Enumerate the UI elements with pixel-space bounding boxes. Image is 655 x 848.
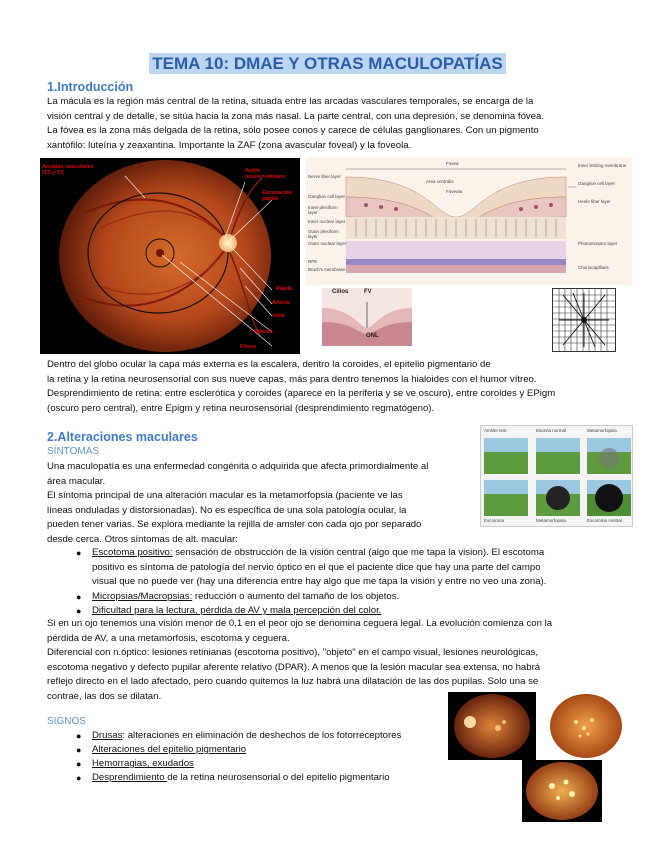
bullet-dificultad: Dificultad para la lectura, pérdida de AV y mala percepción del color. [92,605,382,616]
fundus-figure [40,158,300,354]
foveal-section-image: Cilios FV ONL [322,288,412,346]
maculopatia-paragraph: Una maculopatía es una enfermedad congénita o adquirida que afecta primordialmente al área macular. El síntoma principal de una alteración macular es la metamorfopsia (paciente ve las líneas onduladas y distorsionadas). No es específica de una sola patología ocular, la pueden tener varias. Se explora mediante la rejilla de amsler con cada ojo por separado desde cerca. Otros síntomas de alt. macular: [47,461,429,545]
fundus-image [40,158,300,354]
bullet-dot: ● [76,745,82,755]
amsler-grid-drawing [553,289,615,351]
bullet-dot: ● [76,759,82,769]
bullet-dot: ● [76,548,82,558]
histo-label-foveola: Foveola [446,189,463,194]
vision-simulation-panel: Amsler test Escena normal Metamorfopsia Escotoma Metamorfopsia Escotoma central [480,425,633,527]
bullet-micropsias: Micropsias/Macropsias: reducción o aumento del tamaño de los objetos. [92,591,400,602]
fundus-exudados-drawing [522,760,602,822]
retina-layers-diagram: Fovea Area centralis Foveola Nerve fiber layer Ganglion cell layer Inner plexiform layer Inner nuclear layer Outer plexiform layer Outer nuclear layer RPE Bruch's membrane Inner limiting membrane Ganglion cell layer Henle fiber layer Photoreceptor layer Choriocapillaris [306,157,632,285]
intro-paragraph: La mácula es la región más central de la retina, situada entre las arcadas vasculares temporales, se encarga de la visión central y de detalle, se sitúa hacia la zona más nasal. La parte central, con una depresión, se denomina fóvea. La fóvea es la zona más delgada de la retina, sólo posee conos y carece de células ganglionares. Con un pigmento xantófilo: luteína y zeaxantina. Importante la ZAF (zona avascular foveal) y la foveola. [47,96,545,151]
label-anillo: Anillo neurorretiniano [245,168,286,180]
signo-hemorragias: Hemorragias, exudados [92,758,194,769]
label-fovea: Fóvea [240,344,256,350]
histo-label-area: Area centralis [426,179,454,184]
histo-label-fovea: Fovea [446,161,459,166]
signo-drusas: Drusas: alteraciones en eliminación de deshechos de los fotorreceptores [92,730,402,741]
vision-simulation-drawing [481,426,633,527]
signo-epitelio: Alteraciones del epitelio pigmentario [92,744,247,755]
label-papila: Papila [276,286,293,292]
page-title: TEMA 10: DMAE Y OTRAS MACULOPATÍAS [0,54,655,74]
bullet-escotoma: Escotoma positivo: sensación de obstrucción de la visión central (algo que me tapa la vision). El escotoma positivo es síntoma de patología del nervio óptico en el que el paciente dice que hay una parte del campo visual que no puede ver (hay una diferencia entre hay algo que me tapa la visión y entre no veo una zona). [92,547,547,588]
fundus-drusas-image [448,692,536,760]
bullet-dot: ● [76,592,82,602]
signos-label: SIGNOS [47,716,86,727]
alteraciones-heading: 2.Alteraciones maculares [47,430,198,444]
label-arteria: Arteria [272,300,290,306]
label-arcadas: Arcadas vasculares (TS y TI) [42,164,94,176]
bullet-dot: ● [76,773,82,783]
sintomas-label: SÍNTOMAS [47,446,100,457]
intro-heading: 1.Introducción [47,80,134,94]
fundus-epitelio-drawing [546,692,626,760]
fundus-epitelio-image [546,692,626,760]
ceguera-paragraph: Si en un ojo tenemos una visión menor de 0,1 en el peor ojo se denomina ceguera legal. La evolución comienza con la pérdida de AV, a una metamorfosis, escotoma y ceguera. Diferencial con n.óptico: lesiones retinianas (escotoma positivo), "objeto" en el campo visual, lesiones neurológicas, escotoma negativo y defecto pupilar aferente relativo (DPAR). A menos que la lesión macular sea extensa, no habrá reflejo directo en el lado afectado, pero cuando quitemos la luz habrá una dilatación de las dos pupilas. Solo una se contrae, las dos se dilatan. [47,618,553,702]
layers-paragraph: Dentro del globo ocular la capa más externa es la escalera, dentro la coroides, el epitelio pigmentario de la retina y la retina neurosensorial con sus nueve capas, más para dentro tenemos la hialoides con el humor vítreo. Desprendimiento de retina: entre esclerótica y coroides (aparece en la periferia y se ve oscuro), entre coroides y EPigm (oscuro pero central), entre Epigm y retina neurosensorial (desprendimiento regmatógeno). [47,359,556,414]
label-excavacion: Excavación papila [262,190,293,202]
fundus-exudados-image [522,760,602,822]
amsler-grid-image [552,288,616,352]
bullet-dot: ● [76,606,82,616]
label-vena: Vena [272,313,285,319]
bullet-dot: ● [76,731,82,741]
signo-desprendimiento: Desprendimiento de la retina neurosensorial o del epitelio pigmentario [92,772,390,783]
label-macula: Mácula [254,329,273,335]
fundus-drusas-drawing [448,692,536,760]
